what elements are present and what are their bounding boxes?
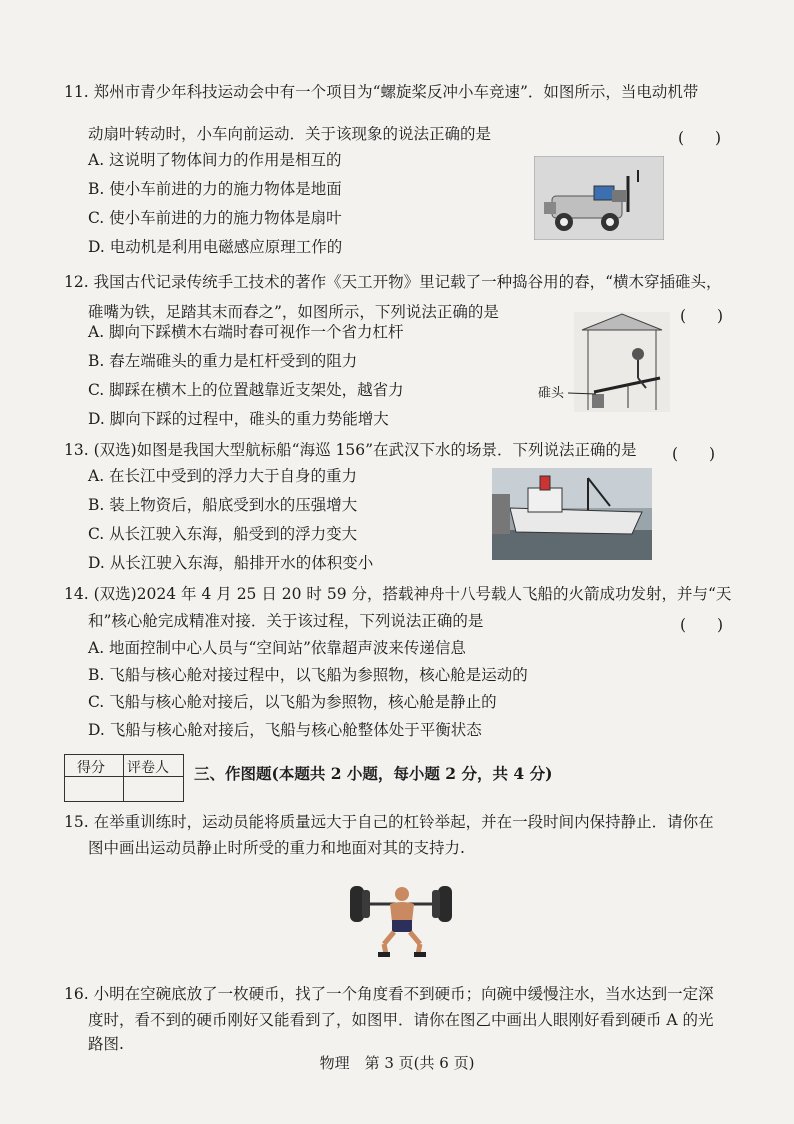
ship-photo	[492, 468, 652, 560]
q12-option-d: D. 脚向下踩的过程中，碓头的重力势能增大	[88, 410, 389, 428]
q16-stem-line2: 度时，看不到的硬币刚好又能看到了，如图甲．请你在图乙中画出人眼刚好看到硬币 A 的光	[88, 1011, 714, 1029]
q13-stem-line1: 13. (双选)如图是我国大型航标船“海巡 156”在武汉下水的场景．下列说法正确的是	[64, 441, 637, 459]
q12-option-a: A. 脚向下踩横木右端时舂可视作一个省力杠杆	[88, 323, 404, 341]
weightlifter-figure	[346, 878, 456, 958]
q16-stem-line3: 路图.	[88, 1035, 124, 1053]
label-pointer-line	[568, 388, 596, 398]
q12-stem-line2: 碓嘴为铁，足踏其末而舂之”，如图所示，下列说法正确的是	[88, 303, 499, 321]
q13-option-c: C. 从长江驶入东海，船受到的浮力变大	[88, 525, 358, 543]
q14-stem-line2: 和”核心舱完成精准对接．关于该过程，下列说法正确的是	[88, 612, 484, 630]
q15-stem-line1: 15. 在举重训练时，运动员能将质量远大于自己的杠铃举起，并在一段时间内保持静止．请你在	[64, 813, 714, 831]
section3-title: 三、作图题(本题共 2 小题，每小题 2 分，共 4 分)	[194, 764, 553, 783]
q14-stem-line1: 14. (双选)2024 年 4 月 25 日 20 时 59 分，搭载神舟十八号载人飞船的火箭成功发射，并与“天	[64, 585, 732, 603]
q13-option-b: B. 装上物资后，船底受到水的压强增大	[88, 496, 358, 514]
q11-option-c: C. 使小车前进的力的施力物体是扇叶	[88, 209, 342, 227]
q12-option-c: C. 脚踩在横木上的位置越靠近支架处，越省力	[88, 381, 404, 399]
q12-option-b: B. 舂左端碓头的重力是杠杆受到的阻力	[88, 352, 358, 370]
grader-label: 评卷人	[127, 760, 169, 776]
score-table	[64, 754, 184, 802]
q14-option-c: C. 飞船与核心舱对接后，以飞船为参照物，核心舱是静止的	[88, 693, 497, 711]
q11-option-a: A. 这说明了物体间力的作用是相互的	[88, 151, 342, 169]
q15-stem-line2: 图中画出运动员静止时所受的重力和地面对其的支持力.	[88, 839, 465, 857]
page-footer: 物理 第 3 页(共 6 页)	[319, 1054, 475, 1072]
q11-stem-line2: 动扇叶转动时，小车向前运动．关于该现象的说法正确的是	[88, 125, 492, 143]
q16-stem-line1: 16. 小明在空碗底放了一枚硬币，找了一个角度看不到硬币；向碗中缓慢注水，当水达到一定深	[64, 985, 714, 1003]
q14-answer-paren: ( )	[680, 616, 724, 634]
q13-option-d: D. 从长江驶入东海，船排开水的体积变小	[88, 554, 374, 572]
q14-option-b: B. 飞船与核心舱对接过程中，以飞船为参照物，核心舱是运动的	[88, 666, 528, 684]
q13-option-a: A. 在长江中受到的浮力大于自身的重力	[88, 467, 358, 485]
q14-option-d: D. 飞船与核心舱对接后，飞船与核心舱整体处于平衡状态	[88, 721, 482, 739]
q11-answer-paren: ( )	[678, 129, 722, 147]
q11-option-b: B. 使小车前进的力的施力物体是地面	[88, 180, 342, 198]
q12-stem-line1: 12. 我国古代记录传统手工技术的著作《天工开物》里记载了一种捣谷用的舂，“横木穿插碓头，	[64, 273, 722, 291]
q13-answer-paren: ( )	[672, 445, 716, 463]
q11-option-d: D. 电动机是利用电磁感应原理工作的	[88, 238, 343, 256]
q11-stem-line1: 11. 郑州市青少年科技运动会中有一个项目为“螺旋桨反冲小车竞速”．如图所示，当电动机带	[64, 83, 699, 101]
q12-answer-paren: ( )	[680, 307, 724, 325]
score-label: 得分	[77, 760, 105, 776]
propeller-car-photo	[534, 156, 664, 240]
q12-figure-label: 碓头	[538, 386, 565, 401]
q14-option-a: A. 地面控制中心人员与“空间站”依靠超声波来传递信息	[88, 639, 466, 657]
